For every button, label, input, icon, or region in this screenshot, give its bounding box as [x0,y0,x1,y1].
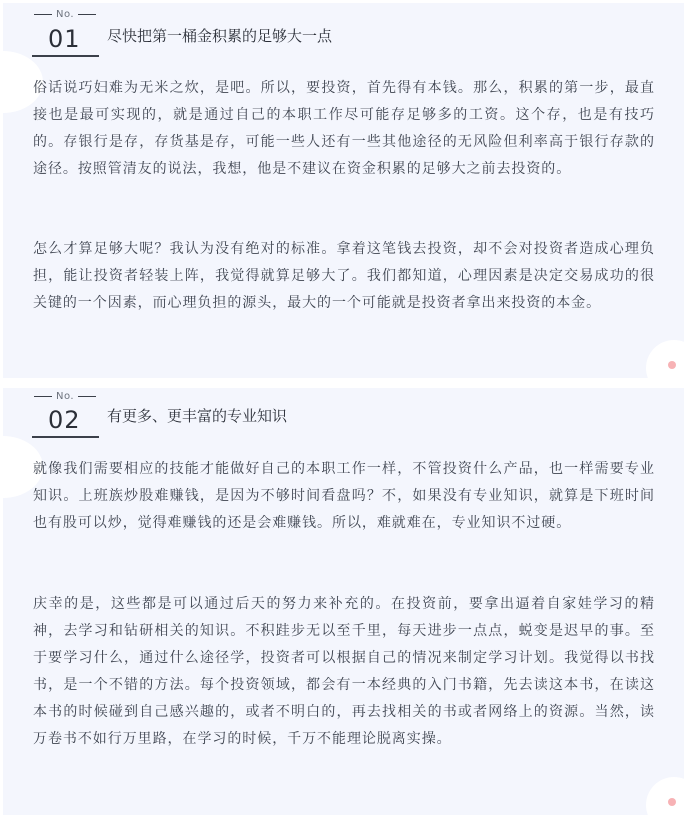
decorative-blob [646,340,684,378]
paragraph: 庆幸的是，这些都是可以通过后天的努力来补充的。在投资前，要拿出逼着自家娃学习的精神，去学习和钻研相关的知识。不积跬步无以至千里，每天进步一点点，蜕变是迟早的事。至于要学习什么，通过什么途径学，投资者可以根据自己的情况来制定学习计划。我觉得以书找书，是一个不错的方法。每个投资领域，都会有一本经典的入门书籍，先去读这本书，在读这本书的时候碰到自己感兴趣的，或者不明白的，再去找相关的书或者网络上的资源。当然，读万卷书不如行万里路，在学习的时候，千万不能理论脱离实操。 [33,596,655,747]
divider [34,14,52,15]
decorative-dot [668,361,676,369]
divider [34,396,52,397]
section-no-label [30,391,100,402]
divider [78,14,96,15]
no-text: No. [56,391,75,402]
divider [78,396,96,397]
no-text: No. [56,9,75,20]
number-underline [32,436,99,438]
paragraph: 就像我们需要相应的技能才能做好自己的本职工作一样，不管投资什么产品，也一样需要专业知识。上班族炒股难赚钱，是因为不够时间看盘吗？不，如果没有专业知识，就算是下班时间也有股可以炒，觉得难赚钱的还是会难赚钱。所以，难就难在，专业知识不过硬。 [33,461,655,531]
section-card-2 [3,388,684,815]
section-no-label [30,9,100,20]
paragraph: 怎么才算足够大呢？我认为没有绝对的标准。拿着这笔钱去投资，却不会对投资者造成心理负担，能让投资者轻装上阵，我觉得就算足够大了。我们都知道，心理因素是决定交易成功的很关键的一个因素，而心理负担的源头，最大的一个可能就是投资者拿出来投资的本金。 [33,241,655,311]
section-heading: 尽快把第一桶金积累的足够大一点 [107,27,333,45]
section-card-1 [3,3,684,378]
decorative-dot [668,798,676,806]
number-underline [32,55,99,57]
paragraph: 俗话说巧妇难为无米之炊，是吧。所以，要投资，首先得有本钱。那么，积累的第一步，最直接也是最可实现的，就是通过自己的本职工作尽可能存足够多的工资。这个存，也是有技巧的。存银行是存，存货基是存，可能一些人还有一些其他途径的无风险但利率高于银行存款的途径。按照管清友的说法，我想，他是不建议在资金积累的足够大之前去投资的。 [33,80,655,177]
section-number: 01 [48,25,81,53]
section-number: 02 [48,406,81,434]
section-heading: 有更多、更丰富的专业知识 [107,407,288,425]
decorative-blob [646,777,684,815]
